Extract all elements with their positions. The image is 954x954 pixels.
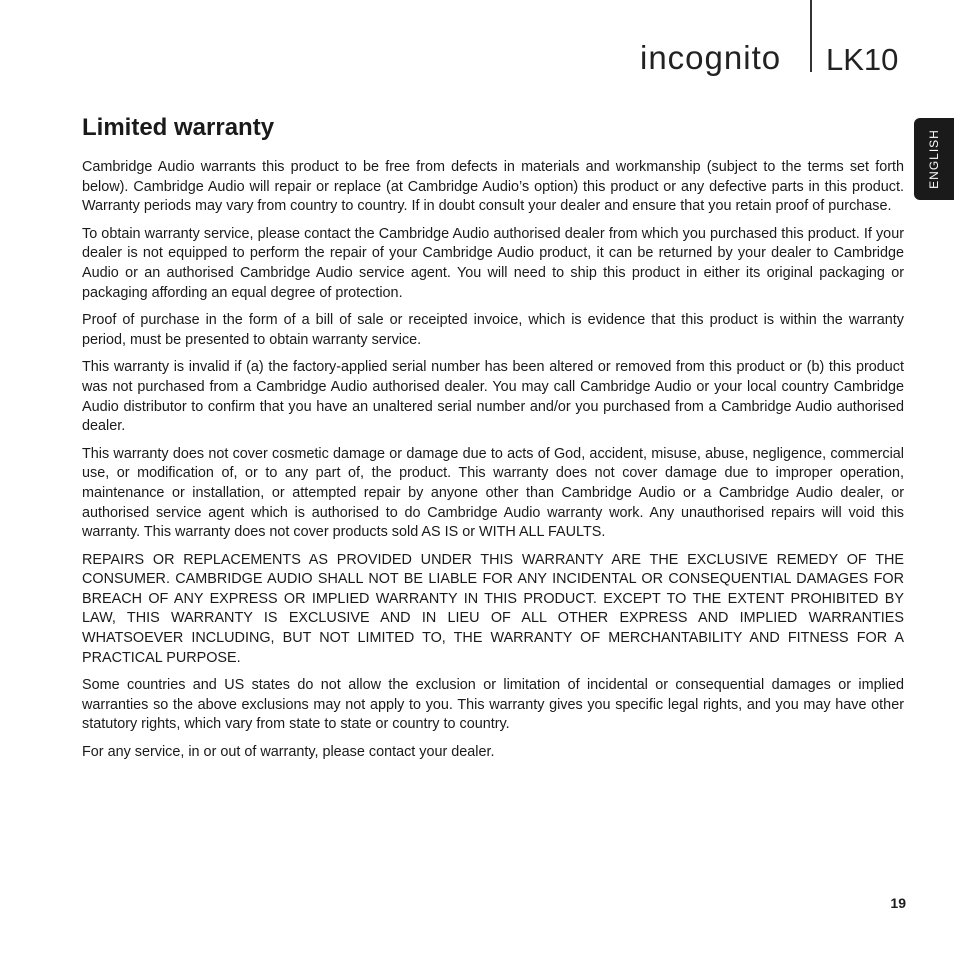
paragraph-warranty-coverage: Cambridge Audio warrants this product to be free from defects in materials and workmanship (subject to the terms set forth below). Cambridge Audio will repair or replace (at Cambridge Audio’s option) this product or any defective parts in this product. Warranty periods may vary from country to country. If in doubt consult your dealer and ensure that you retain proof of purchase. <box>82 159 904 215</box>
paragraph-invalid-conditions: This warranty is invalid if (a) the factory-applied serial number has been altered or removed from this product or (b) this product was not purchased from a Cambridge Audio authorised dealer. You may call Cambridge Audio or your local country Cambridge Audio distributor to confirm that you have an unaltered serial number and/or you purchased from a Cambridge Audio authorised dealer. <box>82 359 904 435</box>
paragraph-obtain-service: To obtain warranty service, please contact the Cambridge Audio authorised dealer from which you purchased this product. If your dealer is not equipped to perform the repair of your Cambridge Audio product, it can be returned by your dealer to Cambridge Audio or an authorised Cambridge Audio service agent. You will need to ship this product in either its original packaging or packaging affording an equal degree of protection. <box>82 225 904 301</box>
language-tab-label: ENGLISH <box>927 129 941 189</box>
paragraph-exclusions: This warranty does not cover cosmetic damage or damage due to acts of God, accident, misuse, abuse, negligence, commercial use, or modification of, or to any part of, the product. This warranty does not cover damage due to improper operation, maintenance or installation, or attempted repair by anyone other than Cambridge Audio or a Cambridge Audio dealer, or authorised service agent which is authorised to do Cambridge Audio warranty work. Any unauthorised repairs will void this warranty. This warranty does not cover products sold AS IS or WITH ALL FAULTS. <box>82 445 904 541</box>
page-title: Limited warranty <box>82 114 275 141</box>
paragraph-contact-dealer: For any service, in or out of warranty, please contact your dealer. <box>82 744 495 761</box>
warranty-body <box>82 158 904 771</box>
model-name: LK10 <box>826 42 899 77</box>
page-number: 19 <box>890 895 906 911</box>
paragraph-proof-of-purchase: Proof of purchase in the form of a bill of sale or receipted invoice, which is evidence that this product is within the warranty period, must be presented to obtain warranty service. <box>82 312 904 348</box>
paragraph-exclusive-remedy: REPAIRS OR REPLACEMENTS AS PROVIDED UNDER THIS WARRANTY ARE THE EXCLUSIVE REMEDY OF THE CONSUMER. CAMBRIDGE AUDIO SHALL NOT BE LIABLE FOR ANY INCIDENTAL OR CONSEQUENTIAL DAMAGES FOR BREACH OF ANY EXPRESS OR IMPLIED WARRANTY IN THIS PRODUCT. EXCEPT TO THE EXTENT PROHIBITED BY LAW, THIS WARRANTY IS EXCLUSIVE AND IN LIEU OF ALL OTHER EXPRESS AND IMPLIED WARRANTIES WHATSOEVER INCLUDING, BUT NOT LIMITED TO, THE WARRANTY OF MERCHANTABILITY AND FITNESS FOR A PRACTICAL PURPOSE. <box>82 551 904 666</box>
brand-logo: incognito <box>640 39 782 76</box>
header-divider <box>810 0 812 72</box>
language-tab <box>914 118 954 200</box>
paragraph-statutory-rights: Some countries and US states do not allow the exclusion or limitation of incidental or consequential damages or implied warranties so the above exclusions may not apply to you. This warranty gives you specific legal rights, and you may have other statutory rights, which vary from state to state or country to country. <box>82 677 904 733</box>
